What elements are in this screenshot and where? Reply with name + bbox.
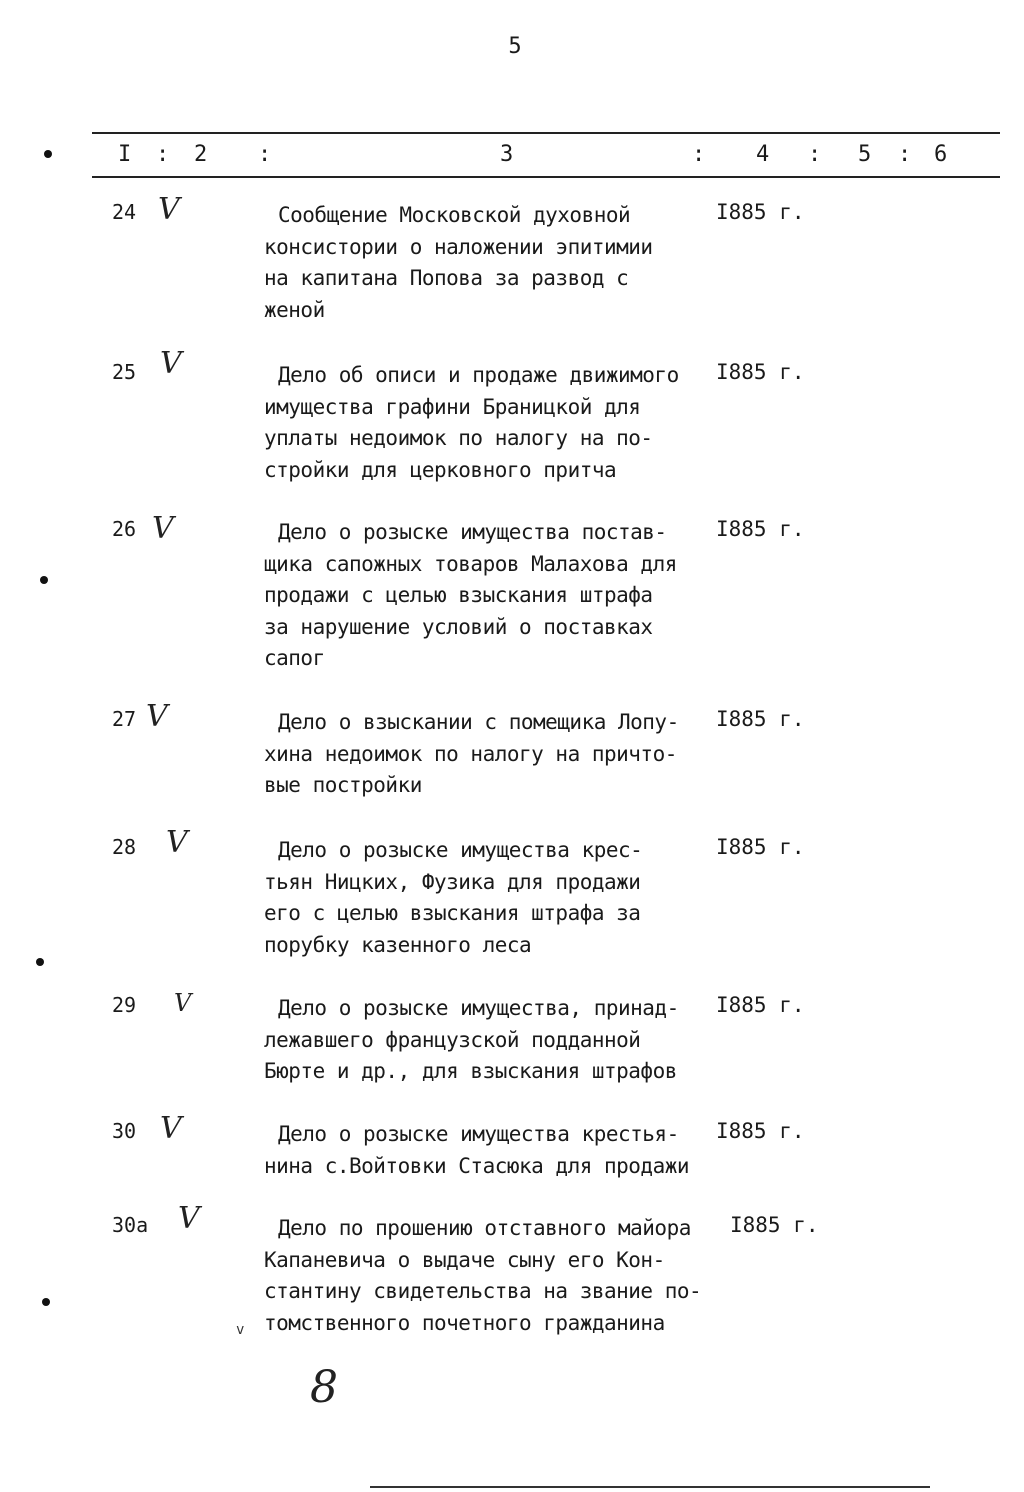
header-col-2: 2 xyxy=(194,142,208,167)
header-separator: : xyxy=(898,142,912,167)
checkmark-icon: V xyxy=(178,1201,200,1236)
header-separator: : xyxy=(808,142,822,167)
header-col-5: 5 xyxy=(858,142,872,167)
checkmark-icon: V xyxy=(174,989,192,1017)
entry-year: I885 г. xyxy=(716,835,805,859)
entry-year: I885 г. xyxy=(716,360,805,384)
binding-hole-dot xyxy=(42,1298,50,1306)
entry-year: I885 г. xyxy=(716,707,805,731)
entry-year: I885 г. xyxy=(730,1213,819,1237)
entry-description: Сообщение Московской духовной консистории о наложении эпитимии на капитана Попова за развод с женой xyxy=(264,203,653,322)
checkmark-icon: V xyxy=(160,346,182,381)
entry-year: I885 г. xyxy=(716,200,805,224)
entry-description: Дело о розыске имущества крес- тьян Ницких, Фузика для продажи его с целью взыскания штрафа за порубку казенного леса xyxy=(264,838,643,957)
header-separator: : xyxy=(258,142,272,167)
checkmark-icon: V xyxy=(158,192,180,227)
header-col-4: 4 xyxy=(756,142,770,167)
entry-number: 27 xyxy=(112,707,137,731)
checkmark-icon: V xyxy=(166,825,188,860)
page-number: 5 xyxy=(508,34,522,59)
entry-description: Дело по прошению отставного майора Капаневича о выдаче сыну его Кон- стантину свидетельства на звание по- томственного почетного гражданина xyxy=(264,1216,702,1335)
entry-number: 26 xyxy=(112,517,137,541)
entry-description: Дело о взыскании с помещика Лопу- хина недоимок по налогу на причто- вые постройки xyxy=(264,710,679,797)
margin-tick: v xyxy=(236,1322,245,1338)
header-separator: : xyxy=(156,142,170,167)
bottom-edge-rule xyxy=(370,1486,930,1488)
header-col-1: I xyxy=(118,142,132,167)
entry-description: Дело о розыске имущества, принад- лежавшего французской подданной Бюрте и др., для взыскания штрафов xyxy=(264,996,679,1083)
entry-description: Дело о розыске имущества крестья- нина с.Войтовки Стасюка для продажи xyxy=(264,1122,690,1178)
checkmark-icon: V xyxy=(152,511,174,546)
entry-year: I885 г. xyxy=(716,1119,805,1143)
checkmark-icon: V xyxy=(146,699,168,734)
header-bottom-rule xyxy=(92,176,1000,178)
handwritten-page-mark: 8 xyxy=(310,1362,338,1413)
binding-hole-dot xyxy=(44,150,52,158)
entry-description: Дело о розыске имущества постав- щика сапожных товаров Малахова для продажи с целью взыскания штрафа за нарушение условий о поставках сапог xyxy=(264,520,677,670)
entry-year: I885 г. xyxy=(716,517,805,541)
entry-number: 29 xyxy=(112,993,137,1017)
binding-hole-dot xyxy=(40,576,48,584)
header-col-6: 6 xyxy=(934,142,948,167)
entry-number: 25 xyxy=(112,360,137,384)
header-col-3: 3 xyxy=(500,142,514,167)
header-top-rule xyxy=(92,132,1000,134)
header-separator: : xyxy=(692,142,706,167)
entry-number: 24 xyxy=(112,200,137,224)
entry-number: 30а xyxy=(112,1213,149,1237)
checkmark-icon: V xyxy=(160,1111,182,1146)
entry-year: I885 г. xyxy=(716,993,805,1017)
entry-number: 28 xyxy=(112,835,137,859)
entry-number: 30 xyxy=(112,1119,137,1143)
binding-hole-dot xyxy=(36,958,44,966)
entry-description: Дело об описи и продаже движимого имущества графини Браницкой для уплаты недоимок по налогу на по- стройки для церковного притча xyxy=(264,363,679,482)
